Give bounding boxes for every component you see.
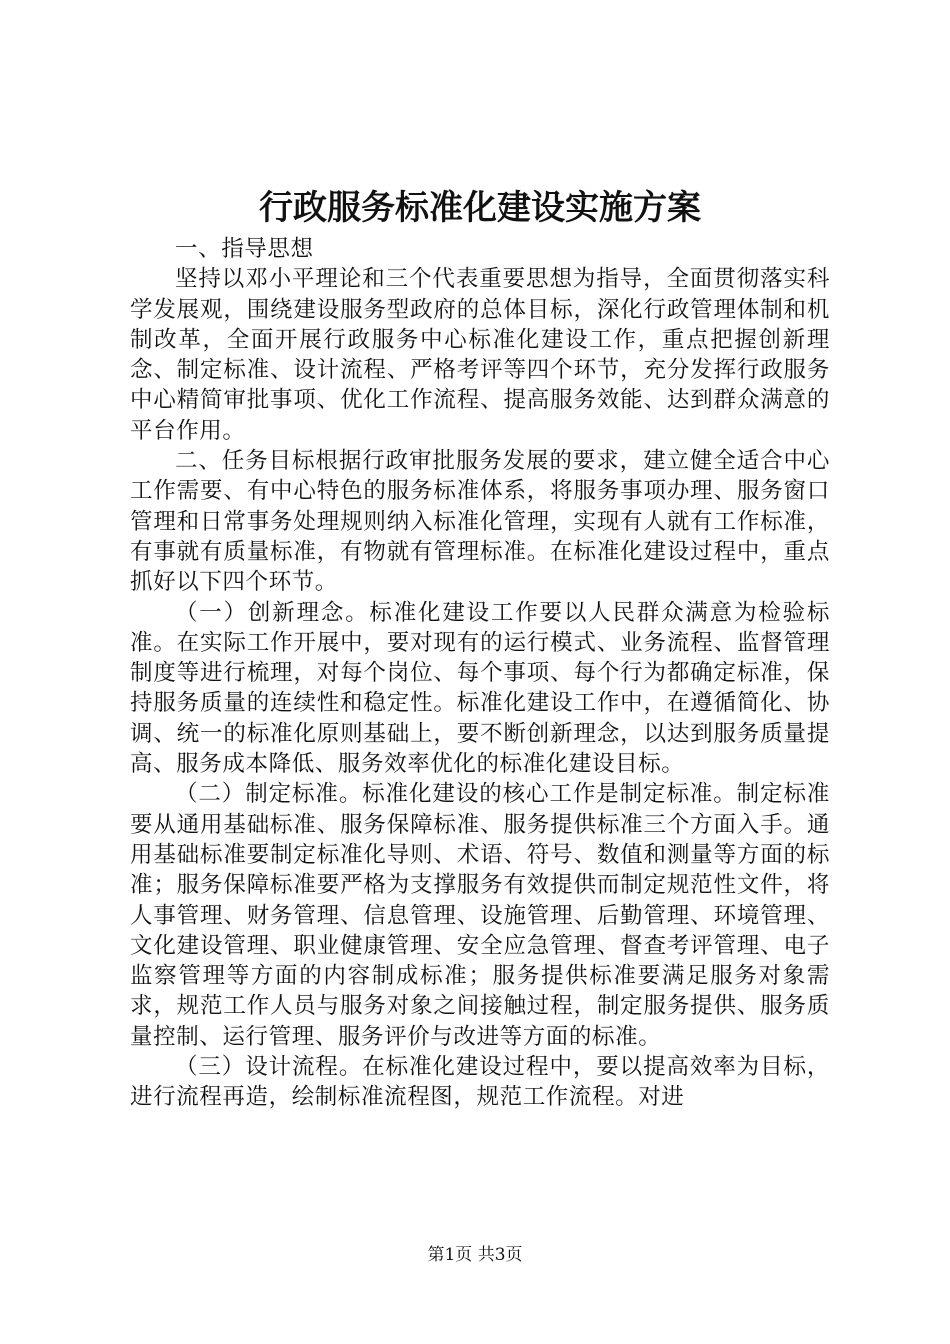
paragraph-guiding-ideology: 坚持以邓小平理论和三个代表重要思想为指导，全面贯彻落实科学发展观，围绕建设服务型政府的总体目标，深化行政管理体制和机制改革，全面开展行政服务中心标准化建设工作，重点把握创新理念、制定标准、设计流程、严格考评等四个环节，充分发挥行政服务中心精简审批事项、优化工作流程、提高服务效能、达到群众满意的平台作用。 (130, 266, 830, 444)
paragraph-design-process: （三）设计流程。在标准化建设过程中，要以提高效率为目标，进行流程再造，绘制标准流程图，规范工作流程。对进 (130, 1054, 830, 1111)
section-heading-guiding-ideology: 一、指导思想 (175, 236, 314, 262)
paragraph-innovate-concepts: （一）创新理念。标准化建设工作要以人民群众满意为检验标准。在实际工作开展中，要对现有的运行模式、业务流程、监督管理制度等进行梳理，对每个岗位、每个事项、每个行为都确定标准，保持服务质量的连续性和稳定性。标准化建设工作中，在遵循简化、协调、统一的标准化原则基础上，要不断创新理念，以达到服务质量提高、服务成本降低、服务效率优化的标准化建设目标。 (130, 599, 830, 778)
paragraph-formulate-standards: （二）制定标准。标准化建设的核心工作是制定标准。制定标准要从通用基础标准、服务保障标准、服务提供标准三个方面入手。通用基础标准要制定标准化导则、术语、符号、数值和测量等方面的标准；服务保障标准要严格为支撑服务有效提供而制定规范性文件，将人事管理、财务管理、信息管理、设施管理、后勤管理、环境管理、文化建设管理、职业健康管理、安全应急管理、督查考评管理、电子监察管理等方面的内容制成标准；服务提供标准要满足服务对象需求，规范工作人员与服务对象之间接触过程，制定服务提供、服务质量控制、运行管理、服务评价与改进等方面的标准。 (130, 781, 830, 1050)
page-footer: 第1页 共3页 (427, 1245, 523, 1265)
document-body (130, 234, 830, 1113)
paragraph-task-goals: 二、任务目标根据行政审批服务发展的要求，建立健全适合中心工作需要、有中心特色的服务标准体系，将服务事项办理、服务窗口管理和日常事务处理规则纳入标准化管理，实现有人就有工作标准，有事就有质量标准，有物就有管理标准。在标准化建设过程中，重点抓好以下四个环节。 (130, 448, 830, 596)
document-title: 行政服务标准化建设实施方案 (259, 188, 701, 228)
